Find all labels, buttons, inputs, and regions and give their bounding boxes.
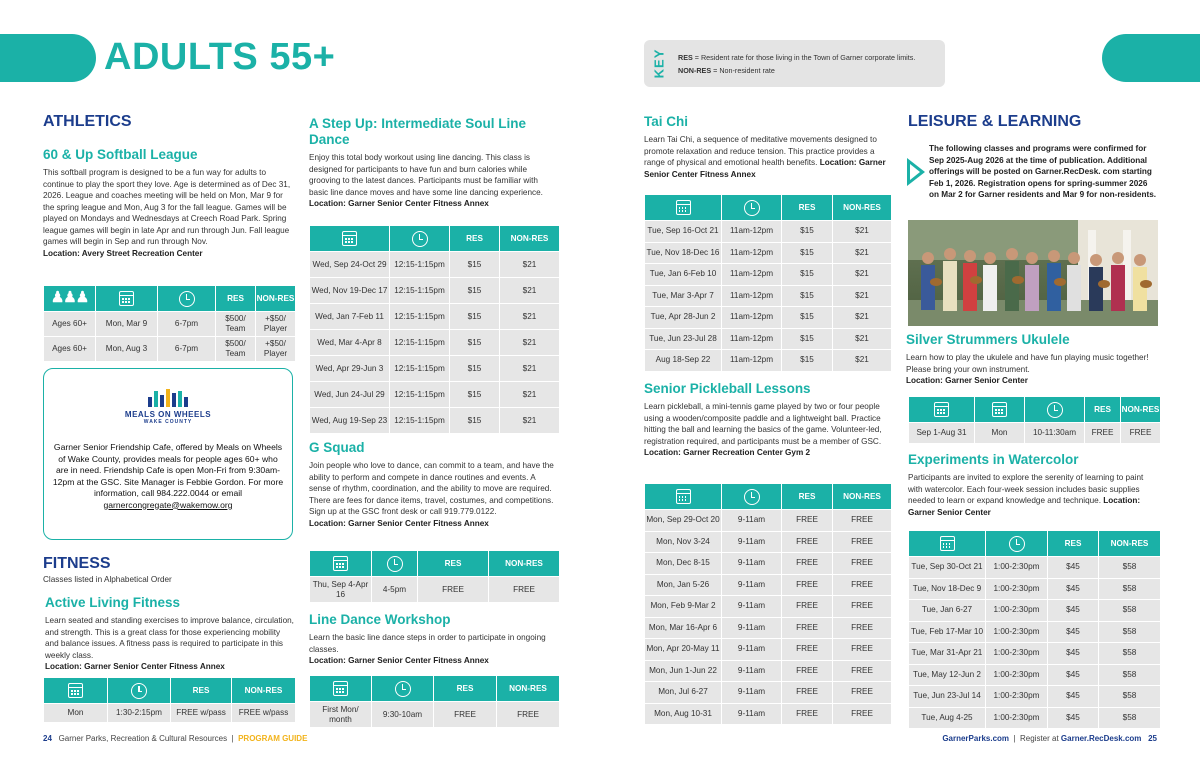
table-row: [645, 703, 892, 725]
table-cell: 11am-12pm: [722, 307, 782, 329]
line-dance-table: [309, 675, 560, 728]
calendar-icon: [676, 200, 691, 215]
table-row: [645, 574, 892, 596]
table-cell: Tue, Mar 3-Apr 7: [645, 285, 722, 307]
table-cell: $21: [833, 285, 892, 307]
table-cell: 9-11am: [722, 617, 782, 639]
table-cell: 9-11am: [722, 553, 782, 575]
table-cell: FREE: [782, 617, 833, 639]
table-row: [310, 330, 560, 356]
recdesk-link[interactable]: Garner.RecDesk.com: [1060, 734, 1142, 743]
table-cell: 12:15-1:15pm: [390, 382, 450, 408]
nonres-header: NON-RES: [833, 195, 892, 221]
table-cell: $45: [1048, 643, 1099, 665]
table-cell: Wed, Jan 7-Feb 11: [310, 304, 390, 330]
athletics-heading: ATHLETICS: [43, 113, 132, 130]
key-nonres-line: NON-RES = Non-resident rate: [678, 66, 775, 75]
table-cell: 9-11am: [722, 531, 782, 553]
table-row: [310, 278, 560, 304]
table-cell: 10-11:30am: [1025, 423, 1085, 444]
nonres-header: NON-RES: [497, 676, 560, 702]
table-cell: 9-11am: [722, 574, 782, 596]
table-cell: FREE: [1121, 423, 1161, 444]
table-cell: FREE: [782, 660, 833, 682]
table-cell: Tue, Jun 23-Jul 14: [909, 686, 986, 708]
nonres-header: NON-RES: [1121, 397, 1161, 423]
clock-icon: [179, 291, 195, 307]
table-cell: $21: [833, 264, 892, 286]
right-tab-decoration: [1102, 34, 1200, 82]
res-header: RES: [782, 484, 833, 510]
key-res-line: RES = Resident rate for those living in the Town of Garner corporate limits.: [678, 53, 916, 62]
table-cell: 12:15-1:15pm: [390, 356, 450, 382]
table-cell: 1:00-2:30pm: [986, 600, 1048, 622]
table-cell: FREE: [434, 702, 497, 728]
table-cell: Wed, Sep 24-Oct 29: [310, 252, 390, 278]
table-cell: Tue, Aug 4-25: [909, 707, 986, 729]
table-row: [645, 264, 892, 286]
active-living-title: Active Living Fitness: [45, 595, 181, 610]
nonres-header: NON-RES: [232, 678, 296, 704]
tai-chi-description: Learn Tai Chi, a sequence of meditative movements designed to promote relaxation and reduce tension. This practice provides a range of physical and emotional health benefits. Location: Garner Senior Center Fitness Annex: [644, 135, 886, 179]
meals-on-wheels-logo: MEALS ON WHEELS WAKE COUNTY: [44, 389, 292, 425]
page-number-left: 24: [43, 734, 52, 743]
table-cell: FREE: [833, 510, 892, 532]
table-cell: $58: [1099, 664, 1161, 686]
table-row: [909, 621, 1161, 643]
table-row: [310, 408, 560, 434]
table-cell: $45: [1048, 664, 1099, 686]
table-cell: $21: [833, 242, 892, 264]
table-cell: Mon, Sep 29-Oct 20: [645, 510, 722, 532]
table-row: [310, 304, 560, 330]
table-row: [645, 510, 892, 532]
res-header: RES: [171, 678, 232, 704]
table-cell: FREE: [782, 596, 833, 618]
table-cell: Tue, Mar 31-Apr 21: [909, 643, 986, 665]
table-cell: $21: [500, 330, 560, 356]
table-row: [645, 553, 892, 575]
table-cell: $15: [450, 252, 500, 278]
table-cell: $500/ Team: [216, 312, 256, 337]
table-row: [310, 356, 560, 382]
table-cell: 1:00-2:30pm: [986, 707, 1048, 729]
table-cell: $45: [1048, 707, 1099, 729]
table-cell: $15: [782, 242, 833, 264]
table-row: [645, 596, 892, 618]
table-cell: Tue, Nov 18-Dec 9: [909, 578, 986, 600]
table-cell: 9-11am: [722, 703, 782, 725]
table-cell: FREE: [833, 617, 892, 639]
table-cell: Mon, Jan 5-26: [645, 574, 722, 596]
line-dance-title: Line Dance Workshop: [309, 612, 451, 627]
table-row: [645, 617, 892, 639]
g-squad-table: [309, 550, 560, 603]
table-cell: Ages 60+: [44, 337, 96, 362]
tai-chi-title: Tai Chi: [644, 114, 689, 129]
table-cell: Mon, Mar 16-Apr 6: [645, 617, 722, 639]
table-cell: $21: [500, 278, 560, 304]
active-living-description: Learn seated and standing exercises to improve balance, circulation, and strength. This is a great class for those experiencing mobility and balance issues. A fitness pass is required to participate in this weekly class. Location: Garner Senior Center Fitness Annex: [45, 616, 294, 671]
table-row: [44, 337, 296, 362]
res-header: RES: [450, 226, 500, 252]
nonres-header: NON-RES: [500, 226, 560, 252]
people-icon: ♟♟♟: [50, 288, 89, 306]
table-cell: $21: [500, 252, 560, 278]
table-cell: Mon: [44, 704, 108, 723]
table-cell: Mon, Aug 10-31: [645, 703, 722, 725]
table-row: [310, 577, 560, 603]
pickleball-table: [644, 483, 892, 725]
play-arrow-icon: [907, 158, 925, 186]
table-row: [645, 285, 892, 307]
table-cell: FREE: [782, 639, 833, 661]
leisure-intro: The following classes and programs were confirmed for Sep 2025-Aug 2026 at the time of publication. Additional offerings will be posted on Garner.RecDesk. com starting Feb 1, 2026. Registration opens for spring-summer 2026 on Mar 2 for Garner residents and Mar 9 for non-residents.: [929, 144, 1157, 199]
footer-right: GarnerParks.com | Register at Garner.RecDesk.com 25: [942, 734, 1157, 743]
table-cell: Mon, Feb 9-Mar 2: [645, 596, 722, 618]
clock-icon: [744, 489, 760, 505]
table-cell: $15: [782, 328, 833, 350]
email-link[interactable]: garnercongregate@wakemow.org: [103, 499, 233, 510]
table-cell: 9:30-10am: [372, 702, 434, 728]
watercolor-description: Participants are invited to explore the serenity of learning to paint with watercolor. Each four-week session includes basic supplies needed to learn or expand knowledge and technique. Location: Garner Senior Center: [908, 473, 1144, 517]
table-cell: FREE: [782, 531, 833, 553]
meals-on-wheels-text: Garner Senior Friendship Cafe, offered by Meals on Wheels of Wake County, provides meals for people ages 60+ who are in need. Friendship Cafe is open Mon-Fri from 9:30am-12pm at the GSC. Site Manager is Febbie Gordon. For more information, call 984.222.0044 or email garnercongregate@wakemow.org: [52, 442, 284, 510]
site-link[interactable]: GarnerParks.com: [942, 734, 1010, 743]
table-row: [310, 252, 560, 278]
table-cell: Sep 1-Aug 31: [909, 423, 975, 444]
table-cell: Thu, Sep 4-Apr 16: [310, 577, 372, 603]
age-icon-header: [44, 286, 96, 312]
table-cell: $21: [500, 382, 560, 408]
table-cell: 11am-12pm: [722, 221, 782, 243]
table-cell: Tue, Apr 28-Jun 2: [645, 307, 722, 329]
table-cell: FREE: [833, 703, 892, 725]
table-cell: Wed, Mar 4-Apr 8: [310, 330, 390, 356]
nonres-header: NON-RES: [256, 286, 296, 312]
table-cell: 9-11am: [722, 510, 782, 532]
table-cell: 6-7pm: [158, 312, 216, 337]
table-cell: Aug 18-Sep 22: [645, 350, 722, 372]
table-cell: 1:00-2:30pm: [986, 664, 1048, 686]
ukulele-group-photo: [908, 220, 1158, 326]
table-cell: 1:00-2:30pm: [986, 621, 1048, 643]
step-up-table: [309, 225, 560, 434]
table-cell: Tue, Sep 30-Oct 21: [909, 557, 986, 579]
calendar-icon: [333, 556, 348, 571]
table-cell: FREE: [833, 660, 892, 682]
table-cell: 9-11am: [722, 596, 782, 618]
table-cell: Mon, Aug 3: [96, 337, 158, 362]
table-cell: 1:00-2:30pm: [986, 578, 1048, 600]
key-label: KEY: [651, 48, 667, 79]
table-cell: Tue, May 12-Jun 2: [909, 664, 986, 686]
table-cell: $15: [450, 278, 500, 304]
table-cell: $15: [450, 330, 500, 356]
table-row: [645, 350, 892, 372]
table-cell: Tue, Nov 18-Dec 16: [645, 242, 722, 264]
fitness-heading: FITNESS: [43, 555, 111, 572]
table-cell: $21: [833, 328, 892, 350]
table-cell: Tue, Jan 6-27: [909, 600, 986, 622]
page-title: ADULTS 55+: [104, 36, 336, 78]
table-cell: 11am-12pm: [722, 264, 782, 286]
table-cell: 11am-12pm: [722, 242, 782, 264]
table-cell: Tue, Sep 16-Oct 21: [645, 221, 722, 243]
table-cell: Wed, Nov 19-Dec 17: [310, 278, 390, 304]
table-cell: Mon, Apr 20-May 11: [645, 639, 722, 661]
res-header: RES: [418, 551, 489, 577]
table-cell: $15: [450, 304, 500, 330]
table-cell: FREE: [833, 596, 892, 618]
table-cell: $21: [500, 408, 560, 434]
table-row: [909, 578, 1161, 600]
softball-table: [43, 285, 296, 362]
table-cell: Mon, Nov 3-24: [645, 531, 722, 553]
table-cell: Mon, Dec 8-15: [645, 553, 722, 575]
table-row: [645, 531, 892, 553]
table-cell: 1:00-2:30pm: [986, 557, 1048, 579]
table-cell: $58: [1099, 707, 1161, 729]
table-cell: FREE: [833, 574, 892, 596]
table-row: [645, 221, 892, 243]
table-cell: FREE w/pass: [171, 704, 232, 723]
nonres-header: NON-RES: [1099, 531, 1161, 557]
table-cell: 11am-12pm: [722, 350, 782, 372]
pickleball-description: Learn pickleball, a mini-tennis game played by two or four people using a wooden/composite paddle and a lightweight ball. Practice hitting the ball and learning the basics of the game. Volunteer-led, registration required, and participants must be a member of GSC. Location: Garner Recreation Center Gym 2: [644, 402, 882, 457]
table-cell: FREE: [782, 574, 833, 596]
table-row: [310, 702, 560, 728]
table-cell: 6-7pm: [158, 337, 216, 362]
table-cell: $21: [500, 304, 560, 330]
calendar-icon: [119, 291, 134, 306]
table-cell: FREE: [782, 553, 833, 575]
table-cell: FREE: [833, 553, 892, 575]
table-row: [645, 242, 892, 264]
watercolor-title: Experiments in Watercolor: [908, 452, 1079, 467]
table-cell: $58: [1099, 578, 1161, 600]
table-cell: Wed, Apr 29-Jun 3: [310, 356, 390, 382]
table-row: [645, 639, 892, 661]
clock-icon: [744, 200, 760, 216]
table-row: [44, 704, 296, 723]
table-cell: Mon: [975, 423, 1025, 444]
table-cell: Mon, Jul 6-27: [645, 682, 722, 704]
calendar-icon: [940, 536, 955, 551]
table-row: [909, 423, 1161, 444]
pickleball-title: Senior Pickleball Lessons: [644, 381, 811, 396]
table-cell: $21: [833, 350, 892, 372]
table-cell: 9-11am: [722, 660, 782, 682]
table-cell: 1:00-2:30pm: [986, 686, 1048, 708]
table-cell: $15: [782, 285, 833, 307]
softball-description: This softball program is designed to be a fun way for adults to continue to play the sport they love. Age is determined as of Dec 31, 2026. League and coaches meeting will be held on Mon, Mar 9 for the spring league and Mon, Aug 3 for the fall league. Games will be played on Mondays and Wednesdays at Creech Road Park. Spring league games will begin in late Apr and run through Jun. Fall league games will begin in Sep and run through Nov. Location: Avery Street Recreation Center: [43, 168, 291, 258]
table-cell: FREE: [418, 577, 489, 603]
table-cell: 12:15-1:15pm: [390, 252, 450, 278]
g-squad-title: G Squad: [309, 440, 365, 455]
table-row: [909, 557, 1161, 579]
table-cell: 9-11am: [722, 639, 782, 661]
res-header: RES: [782, 195, 833, 221]
table-cell: Mon, Jun 1-Jun 22: [645, 660, 722, 682]
table-row: [645, 307, 892, 329]
res-header: RES: [216, 286, 256, 312]
calendar-icon: [342, 231, 357, 246]
table-cell: Wed, Jun 24-Jul 29: [310, 382, 390, 408]
table-cell: 12:15-1:15pm: [390, 304, 450, 330]
g-squad-description: Join people who love to dance, can commit to a team, and have the ability to perform and compete in dance routines and events. A sense of rhythm, coordination, and the ability to move are required. There are fees for dance items, travel, costumes, and competitions. Sign up at the GSC front desk or call 919.779.0122. Location: Garner Senior Center Fitness Annex: [309, 461, 554, 528]
table-cell: $15: [450, 408, 500, 434]
clock-icon: [412, 231, 428, 247]
leisure-heading: LEISURE & LEARNING: [908, 113, 1082, 130]
table-row: [909, 664, 1161, 686]
table-cell: Mon, Mar 9: [96, 312, 158, 337]
table-cell: FREE: [782, 682, 833, 704]
table-cell: $58: [1099, 686, 1161, 708]
fitness-subtitle: Classes listed in Alphabetical Order: [43, 575, 172, 584]
table-cell: FREE: [782, 703, 833, 725]
res-header: RES: [434, 676, 497, 702]
table-cell: First Mon/ month: [310, 702, 372, 728]
step-up-description: Enjoy this total body workout using line dancing. This class is designed for participants to have fun and burn calories while grooving to the latest dances. Participants must be familiar with basic line dance moves and have some line dancing experience. Location: Garner Senior Center Fitness Annex: [309, 153, 543, 208]
table-cell: $45: [1048, 578, 1099, 600]
ukulele-description: Learn how to play the ukulele and have fun playing music together! Please bring your own instrument. Location: Garner Senior Center: [906, 353, 1149, 385]
footer-left: 24 Garner Parks, Recreation & Cultural Resources | PROGRAM GUIDE: [43, 734, 308, 743]
clock-icon: [131, 683, 147, 699]
table-cell: 11am-12pm: [722, 328, 782, 350]
table-cell: $21: [500, 356, 560, 382]
table-cell: Tue, Jun 23-Jul 28: [645, 328, 722, 350]
table-cell: +$50/ Player: [256, 312, 296, 337]
nonres-header: NON-RES: [833, 484, 892, 510]
line-dance-description: Learn the basic line dance steps in order to participate in ongoing classes. Location: Garner Senior Center Fitness Annex: [309, 633, 546, 665]
table-cell: Ages 60+: [44, 312, 96, 337]
table-cell: $58: [1099, 600, 1161, 622]
table-cell: $15: [782, 221, 833, 243]
table-cell: FREE w/pass: [232, 704, 296, 723]
step-up-title: A Step Up: Intermediate Soul Line Dance: [309, 116, 527, 147]
table-cell: $500/ Team: [216, 337, 256, 362]
calendar-icon: [934, 402, 949, 417]
table-cell: FREE: [833, 639, 892, 661]
table-row: [909, 686, 1161, 708]
table-cell: $58: [1099, 621, 1161, 643]
table-cell: FREE: [782, 510, 833, 532]
table-cell: $21: [833, 221, 892, 243]
calendar-icon: [68, 683, 83, 698]
key-box: [644, 40, 945, 87]
ukulele-table: [908, 396, 1161, 444]
table-cell: 1:30-2:15pm: [108, 704, 171, 723]
table-row: [645, 682, 892, 704]
table-cell: $58: [1099, 557, 1161, 579]
table-row: [44, 312, 296, 337]
table-cell: 11am-12pm: [722, 285, 782, 307]
table-row: [909, 643, 1161, 665]
table-cell: $15: [450, 382, 500, 408]
table-cell: $21: [833, 307, 892, 329]
table-cell: $15: [450, 356, 500, 382]
table-cell: Wed, Aug 19-Sep 23: [310, 408, 390, 434]
table-cell: FREE: [1085, 423, 1121, 444]
table-cell: 12:15-1:15pm: [390, 408, 450, 434]
table-row: [909, 707, 1161, 729]
watercolor-table: [908, 530, 1161, 729]
table-row: [645, 328, 892, 350]
table-cell: FREE: [497, 702, 560, 728]
left-tab-decoration: [0, 34, 96, 82]
table-cell: 9-11am: [722, 682, 782, 704]
calendar-day-icon: [992, 402, 1007, 417]
meals-on-wheels-box: [43, 368, 293, 540]
res-header: RES: [1048, 531, 1099, 557]
clock-icon: [387, 556, 403, 572]
clock-icon: [1009, 536, 1025, 552]
calendar-icon: [676, 489, 691, 504]
table-cell: +$50/ Player: [256, 337, 296, 362]
table-cell: 1:00-2:30pm: [986, 643, 1048, 665]
table-cell: FREE: [833, 682, 892, 704]
table-cell: Tue, Jan 6-Feb 10: [645, 264, 722, 286]
table-cell: Tue, Feb 17-Mar 10: [909, 621, 986, 643]
tai-chi-table: [644, 194, 892, 372]
nonres-header: NON-RES: [489, 551, 560, 577]
table-cell: 12:15-1:15pm: [390, 330, 450, 356]
table-cell: $45: [1048, 621, 1099, 643]
res-header: RES: [1085, 397, 1121, 423]
clock-icon: [395, 681, 411, 697]
table-cell: $45: [1048, 600, 1099, 622]
ukulele-title: Silver Strummers Ukulele: [906, 332, 1070, 347]
table-cell: $58: [1099, 643, 1161, 665]
table-cell: 12:15-1:15pm: [390, 278, 450, 304]
table-cell: 4-5pm: [372, 577, 418, 603]
clock-icon: [1047, 402, 1063, 418]
calendar-icon: [333, 681, 348, 696]
page-number-right: 25: [1148, 734, 1157, 743]
table-cell: $15: [782, 307, 833, 329]
table-cell: FREE: [489, 577, 560, 603]
table-cell: $15: [782, 350, 833, 372]
table-cell: $15: [782, 264, 833, 286]
active-living-table: [43, 677, 296, 723]
table-row: [645, 660, 892, 682]
table-row: [909, 600, 1161, 622]
softball-title: 60 & Up Softball League: [43, 147, 198, 162]
table-row: [310, 382, 560, 408]
table-cell: $45: [1048, 557, 1099, 579]
table-cell: $45: [1048, 686, 1099, 708]
table-cell: FREE: [833, 531, 892, 553]
